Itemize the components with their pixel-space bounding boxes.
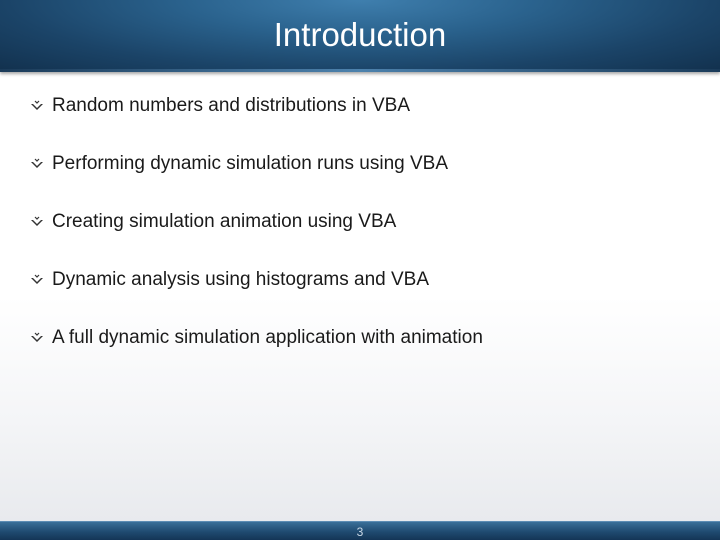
slide-title: Introduction <box>273 16 447 53</box>
bullet-item <box>22 207 483 265</box>
bullet-item <box>22 265 483 323</box>
footer-bar <box>0 521 720 540</box>
diamond-arrow-bullet-icon <box>22 207 52 237</box>
bullet-list <box>22 91 483 381</box>
title-bar <box>0 0 720 72</box>
diamond-arrow-bullet-icon <box>22 265 52 295</box>
bullet-item <box>22 149 483 207</box>
bullet-text: Dynamic analysis using histograms and VBA <box>52 269 430 290</box>
bullet-item <box>22 91 483 149</box>
diamond-arrow-bullet-icon <box>22 91 52 121</box>
bullet-text: Performing dynamic simulation runs using VBA <box>52 153 449 174</box>
bullet-text: Creating simulation animation using VBA <box>52 211 397 232</box>
page-number: 3 <box>356 525 364 539</box>
bullet-item <box>22 323 483 381</box>
diamond-arrow-bullet-icon <box>22 149 52 179</box>
bullet-text: Random numbers and distributions in VBA <box>52 95 411 116</box>
diamond-arrow-bullet-icon <box>22 323 52 353</box>
bullet-text: A full dynamic simulation application with animation <box>52 327 483 348</box>
